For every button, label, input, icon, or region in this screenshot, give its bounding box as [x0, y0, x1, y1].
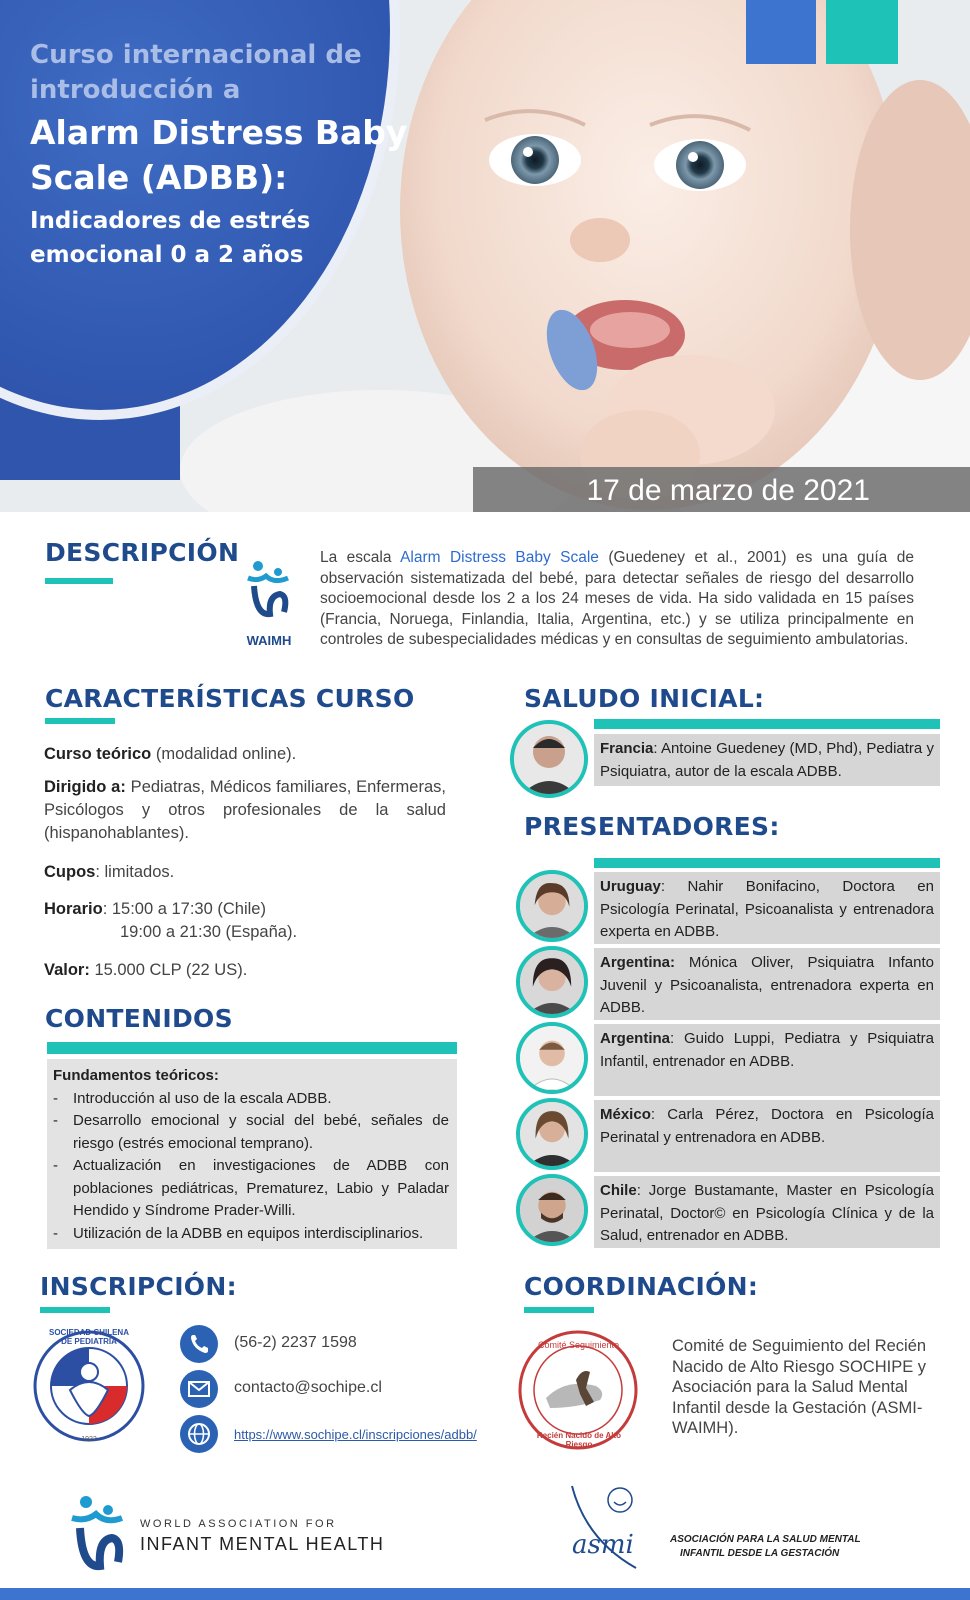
comite-seguimiento-logo — [516, 1328, 641, 1453]
globe-icon-glyph — [180, 1415, 218, 1453]
contenidos-list — [53, 1088, 449, 1246]
descripcion-underline — [45, 578, 113, 584]
avatar-oliver — [516, 946, 588, 1018]
presenter-text: : Carla Pérez, Doctora en Psicología Perinatal y entrenadora en ADBB. — [600, 1106, 934, 1146]
inscripcion-underline — [40, 1307, 110, 1313]
hero-title: Alarm Distress Baby Scale (ADBB): — [30, 113, 408, 197]
contact-web-wrap — [234, 1426, 477, 1444]
asmi-footer-logo — [566, 1480, 906, 1580]
globe-icon — [180, 1415, 218, 1453]
saludo-entry — [594, 734, 940, 786]
saludo-country: Francia — [600, 740, 654, 757]
decor-square-blue — [746, 0, 816, 64]
comite-logo-bottom: Recién Nacido de Alto Riesgo — [536, 1431, 622, 1449]
sochipe-logo-year: 1922 — [81, 1436, 97, 1443]
presenter-country: Uruguay — [600, 878, 661, 895]
list-item: - Desarrollo emocional y social del bebé, señales de riesgo (estrés emocional temprano). — [53, 1110, 449, 1155]
contenidos-heading: CONTENIDOS — [45, 1004, 233, 1033]
feature-curso-value: (modalidad online). — [151, 745, 297, 763]
avatar-bonifacino — [516, 870, 588, 942]
feature-cupos — [44, 861, 446, 884]
feature-horario-line1: : 15:00 a 17:30 (Chile) — [102, 900, 266, 918]
saludo-heading: SALUDO INICIAL: — [524, 684, 765, 713]
hero-text — [30, 38, 410, 272]
coordinacion-text: Comité de Seguimiento del Recién Nacido de Alto Riesgo SOCHIPE y Asociación para la Salud Mental Infantil desde la Gestación (ASMI-WAIMH). — [672, 1337, 927, 1437]
feature-curso-label: Curso teórico — [44, 745, 152, 763]
decor-square-teal — [826, 0, 898, 64]
waimh-logo-icon — [240, 556, 298, 626]
person-photo-icon — [520, 1102, 584, 1166]
feature-cupos-label: Cupos — [44, 863, 96, 881]
presenter-entry — [594, 948, 940, 1020]
contenidos-subheading: Fundamentos teóricos: — [53, 1067, 219, 1084]
date-banner: 17 de marzo de 2021 — [473, 467, 970, 512]
person-photo-icon — [514, 724, 584, 794]
feature-horario-label: Horario — [44, 900, 103, 918]
waimh-footer-icon — [66, 1490, 130, 1578]
person-photo-icon — [520, 950, 584, 1014]
waimh-footer-logo — [66, 1490, 456, 1578]
person-photo-icon — [520, 874, 584, 938]
feature-horario — [44, 898, 446, 944]
sochipe-logo-icon — [30, 1330, 148, 1448]
avatar-perez — [516, 1098, 588, 1170]
avatar-guedeney — [510, 720, 588, 798]
presenter-entry — [594, 1176, 940, 1248]
presenter-text: : Nahir Bonifacino, Doctora en Psicología Perinatal, Psicoanalista y entrenadora experta en ADBB. — [600, 878, 934, 940]
feature-cupos-value: : limitados. — [95, 863, 175, 881]
sochipe-logo-text: SOCIEDAD CHILENA DE PEDIATRIA — [48, 1328, 129, 1346]
hero-pre-title: Curso internacional de introducción a — [30, 40, 362, 105]
caracteristicas-heading: CARACTERÍSTICAS CURSO — [45, 684, 415, 713]
feature-valor-value: 15.000 CLP (22 US). — [89, 961, 248, 979]
person-photo-icon — [520, 1178, 584, 1242]
coordinacion-heading: COORDINACIÓN: — [524, 1272, 759, 1301]
inscripcion-heading: INSCRIPCIÓN: — [40, 1272, 237, 1301]
presenter-text: Mónica Oliver, Psiquiatra Infanto Juvenil y Psicoanalista, entrenadora experta en ADBB. — [600, 954, 934, 1016]
avatar-luppi — [516, 1022, 588, 1094]
descripcion-heading: DESCRIPCIÓN — [45, 538, 240, 567]
hero-subtitle: Indicadores de estrés emocional 0 a 2 años — [30, 208, 311, 268]
feature-dirigido — [44, 776, 446, 845]
presenter-entry — [594, 1024, 940, 1096]
feature-curso — [44, 743, 446, 766]
waimh-logo — [240, 556, 298, 648]
presenter-country: Argentina — [600, 1030, 671, 1047]
email-icon-glyph — [180, 1370, 218, 1408]
waimh-footer-line2: INFANT MENTAL HEALTH — [140, 1534, 385, 1554]
list-item: - Actualización en investigaciones de ADBB con poblaciones pediátricas, Prematurez, Labio y Paladar Hendido y Síndrome Prader-Willi. — [53, 1155, 449, 1223]
waimh-footer-line1: WORLD ASSOCIATION FOR — [140, 1518, 337, 1530]
bottom-bar — [0, 1588, 970, 1600]
saludo-bar — [594, 719, 940, 729]
asmi-line1: ASOCIACIÓN PARA LA SALUD MENTAL — [670, 1534, 861, 1545]
feature-dirigido-value: Pediatras, Médicos familiares, Enfermeras, Psicólogos y otros profesionales de la salud (hispanohablantes). — [44, 778, 446, 842]
contenidos-bar — [47, 1042, 457, 1054]
descripcion-text — [320, 548, 914, 651]
descripcion-text-after: (Guedeney et al., 2001) es una guía de observación sistematizada del bebé, para detectar señales de riesgo del desarrollo socioemocional desde los 2 a los 24 meses de vida. Ha sido validada en 15 países (Francia, Noruega, Finlandia, Italia, Argentina, etc.) y se utiliza principalmente en controles de subespecialidades médicas y en consultas de seguimiento ambulatorias. — [320, 549, 914, 649]
descripcion-text-before: La escala — [320, 549, 401, 566]
phone-icon — [180, 1325, 218, 1363]
presentadores-bar — [594, 858, 940, 868]
presenter-entry — [594, 1100, 940, 1172]
asmi-line2: INFANTIL DESDE LA GESTACIÓN — [680, 1548, 840, 1559]
email-icon — [180, 1370, 218, 1408]
presenter-country: México — [600, 1106, 651, 1123]
caracteristicas-underline — [45, 718, 115, 724]
comite-logo-top: Comité Seguimiento — [537, 1340, 620, 1350]
presenter-entry — [594, 872, 940, 944]
avatar-bustamante — [516, 1174, 588, 1246]
coordinacion-underline — [524, 1307, 594, 1313]
contenidos-box — [47, 1059, 457, 1249]
sochipe-logo — [30, 1330, 148, 1448]
descripcion-highlight: Alarm Distress Baby Scale — [400, 549, 599, 566]
feature-valor-label: Valor: — [44, 961, 90, 979]
presentadores-heading: PRESENTADORES: — [524, 812, 780, 841]
contact-email-text[interactable]: contacto@sochipe.cl — [234, 1379, 382, 1396]
waimh-logo-label: WAIMH — [246, 633, 292, 648]
presenter-country: Chile — [600, 1182, 637, 1199]
presenter-text: : Jorge Bustamante, Master en Psicología Perinatal, Doctor© en Psicología Clínica y de la Salud, entrenador en ADBB. — [600, 1182, 934, 1244]
person-photo-icon — [520, 1026, 584, 1090]
feature-horario-line2: 19:00 a 21:30 (España). — [120, 923, 298, 941]
hero-banner — [0, 0, 970, 512]
feature-dirigido-label: Dirigido a: — [44, 778, 126, 796]
contact-phone-text: (56-2) 2237 1598 — [234, 1334, 357, 1351]
saludo-text: : Antoine Guedeney (MD, Phd), Pediatra y Psiquiatra, autor de la escala ADBB. — [600, 740, 934, 780]
list-item: - Introducción al uso de la escala ADBB. — [53, 1088, 449, 1111]
feature-valor — [44, 959, 446, 982]
presenter-country: Argentina: — [600, 954, 675, 971]
list-item: - Utilización de la ADBB en equipos interdisciplinarios. — [53, 1223, 449, 1246]
phone-icon-glyph — [180, 1325, 218, 1363]
presenter-text: : Guido Luppi, Pediatra y Psiquiatra Infantil, entrenador en ADBB. — [600, 1030, 934, 1070]
registration-link[interactable]: https://www.sochipe.cl/inscripciones/adbb/ — [234, 1427, 477, 1442]
asmi-name: asmi — [572, 1530, 634, 1560]
